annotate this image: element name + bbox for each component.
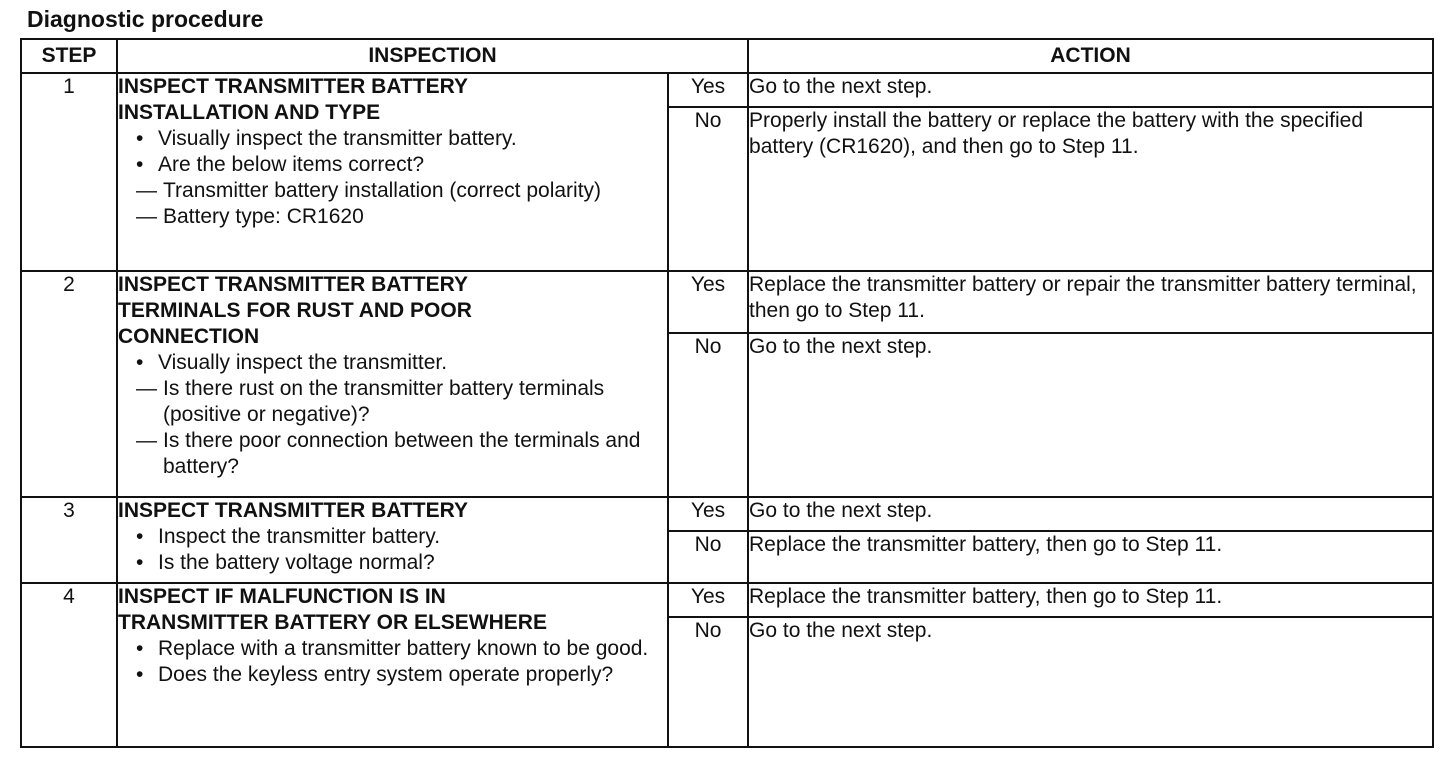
inspection-cell xyxy=(117,271,668,497)
step-1-yes-row xyxy=(21,73,1433,107)
sub-items xyxy=(132,376,667,480)
step-number: 2 xyxy=(21,271,117,497)
inspection-title-line: TERMINALS FOR RUST AND POOR xyxy=(118,299,472,322)
inspection-bullets xyxy=(118,350,667,480)
yes-label: Yes xyxy=(668,583,748,617)
bullet-item: • Does the keyless entry system operate properly? xyxy=(132,662,667,688)
page-title: Diagnostic procedure xyxy=(27,6,264,32)
inspection-cell xyxy=(117,73,668,271)
step-column-header: STEP xyxy=(21,39,117,73)
bullet-text: Are the below items correct? xyxy=(158,153,425,176)
yes-label: Yes xyxy=(668,497,748,531)
bullet-item xyxy=(132,152,667,230)
bullet-item: • Replace with a transmitter battery known to be good. xyxy=(132,636,667,662)
inspection-bullets xyxy=(118,126,667,230)
inspection-title-line: INSPECT TRANSMITTER BATTERY xyxy=(118,499,468,522)
step-2-yes-row xyxy=(21,271,1433,333)
step-number: 4 xyxy=(21,583,117,747)
step-number: 3 xyxy=(21,497,117,583)
no-label: No xyxy=(668,531,748,583)
step-number: 1 xyxy=(21,73,117,271)
diagnostic-table xyxy=(20,38,1434,748)
yes-action: Replace the transmitter battery or repair the transmitter battery terminal, then go to Step 11. xyxy=(748,271,1433,333)
inspection-cell xyxy=(117,497,668,583)
header-row xyxy=(21,39,1433,73)
no-label: No xyxy=(668,617,748,747)
sub-item: — Battery type: CR1620 xyxy=(136,204,667,230)
yes-action: Go to the next step. xyxy=(748,497,1433,531)
yes-action: Replace the transmitter battery, then go to Step 11. xyxy=(748,583,1433,617)
inspection-title xyxy=(118,74,667,126)
yes-label: Yes xyxy=(668,271,748,333)
step-3-yes-row xyxy=(21,497,1433,531)
bullet-item: • Visually inspect the transmitter battery. xyxy=(132,126,667,152)
inspection-title-line: TRANSMITTER BATTERY OR ELSEWHERE xyxy=(118,611,547,634)
yes-action: Go to the next step. xyxy=(748,73,1433,107)
no-label: No xyxy=(668,333,748,497)
inspection-cell xyxy=(117,583,668,747)
inspection-column-header: INSPECTION xyxy=(117,39,748,73)
inspection-bullets xyxy=(118,636,667,688)
sub-item: — Transmitter battery installation (correct polarity) xyxy=(136,178,667,204)
bullet-text: Visually inspect the transmitter. xyxy=(158,351,448,374)
inspection-title-line: INSPECT TRANSMITTER BATTERY xyxy=(118,273,468,296)
bullet-item: • Is the battery voltage normal? xyxy=(132,550,667,576)
inspection-title xyxy=(118,272,667,350)
sub-items xyxy=(132,178,667,230)
bullet-item xyxy=(132,350,667,480)
no-action: Go to the next step. xyxy=(748,333,1433,497)
inspection-bullets xyxy=(118,524,667,576)
inspection-title xyxy=(118,584,667,636)
sub-item: — Is there poor connection between the terminals and battery? xyxy=(136,428,667,480)
inspection-title xyxy=(118,498,667,524)
sub-item: — Is there rust on the transmitter battery terminals (positive or negative)? xyxy=(136,376,667,428)
no-label: No xyxy=(668,107,748,271)
inspection-title-line: CONNECTION xyxy=(118,325,260,348)
action-column-header: ACTION xyxy=(748,39,1433,73)
inspection-title-line: INSPECT IF MALFUNCTION IS IN xyxy=(118,585,446,608)
no-action: Go to the next step. xyxy=(748,617,1433,747)
no-action: Replace the transmitter battery, then go to Step 11. xyxy=(748,531,1433,583)
yes-label: Yes xyxy=(668,73,748,107)
inspection-title-line: INSTALLATION AND TYPE xyxy=(118,101,381,124)
inspection-title-line: INSPECT TRANSMITTER BATTERY xyxy=(118,75,468,98)
bullet-item: • Inspect the transmitter battery. xyxy=(132,524,667,550)
no-action: Properly install the battery or replace the battery with the specified battery (CR1620), and then go to Step 11. xyxy=(748,107,1433,271)
step-4-yes-row xyxy=(21,583,1433,617)
